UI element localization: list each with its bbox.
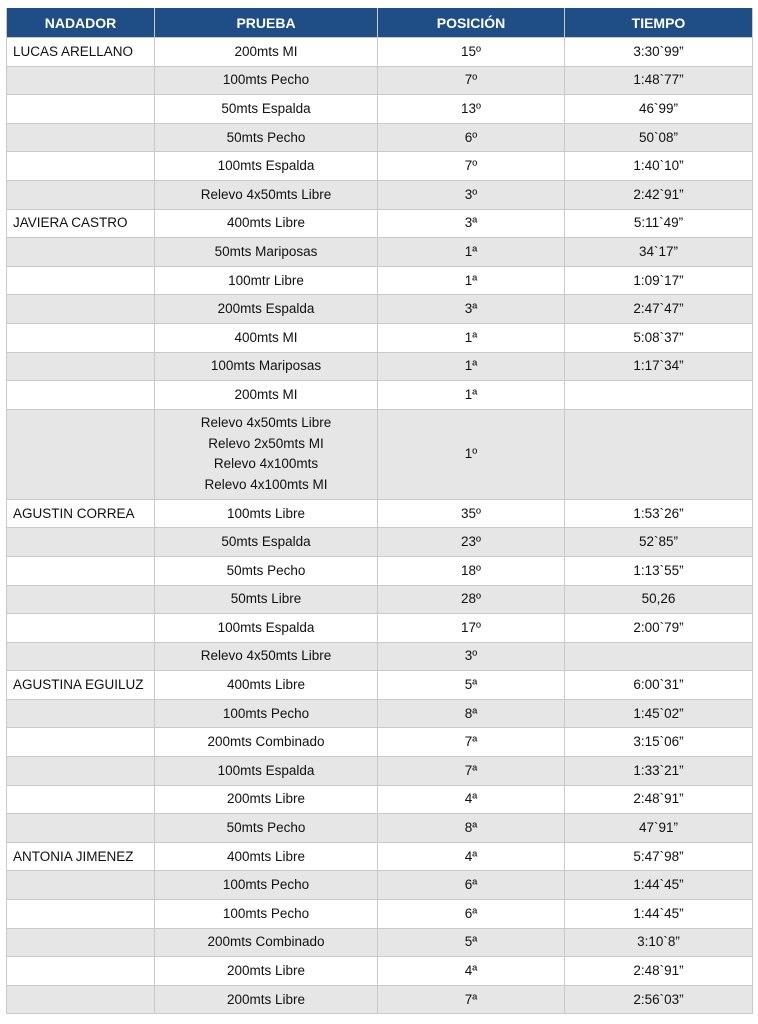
cell-tiempo: 1:53`26” bbox=[565, 499, 753, 528]
cell-nadador: LUCAS ARELLANO bbox=[7, 38, 155, 67]
column-header-nadador: NADADOR bbox=[7, 8, 155, 38]
table-row bbox=[7, 614, 753, 643]
table-row bbox=[7, 180, 753, 209]
cell-posicion: 4ª bbox=[378, 842, 565, 871]
cell-posicion: 4ª bbox=[378, 785, 565, 814]
cell-tiempo: 5:11`49” bbox=[565, 209, 753, 238]
table-row bbox=[7, 123, 753, 152]
table-row bbox=[7, 352, 753, 381]
cell-prueba: 200mts MI bbox=[155, 38, 378, 67]
prueba-line: Relevo 4x100mts bbox=[213, 456, 319, 472]
cell-posicion: 7º bbox=[378, 66, 565, 95]
cell-nadador bbox=[7, 352, 155, 381]
table-row bbox=[7, 66, 753, 95]
results-table bbox=[6, 8, 753, 1014]
column-header-posicion: POSICIÓN bbox=[378, 8, 565, 38]
cell-prueba: 100mts Espalda bbox=[155, 614, 378, 643]
cell-posicion: 35º bbox=[378, 499, 565, 528]
cell-prueba: 400mts Libre bbox=[155, 209, 378, 238]
cell-prueba: 200mts Espalda bbox=[155, 295, 378, 324]
cell-nadador bbox=[7, 814, 155, 843]
cell-tiempo: 2:56`03” bbox=[565, 985, 753, 1014]
cell-tiempo: 50`08” bbox=[565, 123, 753, 152]
cell-nadador bbox=[7, 871, 155, 900]
table-row bbox=[7, 381, 753, 410]
cell-posicion: 1ª bbox=[378, 381, 565, 410]
table-row bbox=[7, 757, 753, 786]
cell-prueba bbox=[155, 409, 378, 499]
cell-prueba: 200mts Combinado bbox=[155, 728, 378, 757]
cell-tiempo: 2:47`47” bbox=[565, 295, 753, 324]
cell-posicion: 13º bbox=[378, 95, 565, 124]
cell-nadador bbox=[7, 238, 155, 267]
table-row bbox=[7, 699, 753, 728]
cell-prueba: 400mts Libre bbox=[155, 671, 378, 700]
table-header bbox=[7, 8, 753, 38]
cell-posicion: 6ª bbox=[378, 871, 565, 900]
cell-tiempo: 1:33`21” bbox=[565, 757, 753, 786]
cell-tiempo: 52`85” bbox=[565, 528, 753, 557]
results-table-container bbox=[6, 8, 752, 1014]
table-row bbox=[7, 95, 753, 124]
cell-prueba: 50mts Espalda bbox=[155, 95, 378, 124]
cell-posicion: 5ª bbox=[378, 928, 565, 957]
column-header-tiempo: TIEMPO bbox=[565, 8, 753, 38]
cell-posicion: 23º bbox=[378, 528, 565, 557]
cell-nadador bbox=[7, 556, 155, 585]
cell-posicion: 3ª bbox=[378, 295, 565, 324]
cell-tiempo: 34`17” bbox=[565, 238, 753, 267]
cell-tiempo: 2:48`91” bbox=[565, 785, 753, 814]
table-row bbox=[7, 323, 753, 352]
cell-nadador bbox=[7, 266, 155, 295]
cell-nadador bbox=[7, 381, 155, 410]
cell-prueba: 50mts Pecho bbox=[155, 556, 378, 585]
cell-nadador bbox=[7, 728, 155, 757]
cell-posicion: 17º bbox=[378, 614, 565, 643]
cell-tiempo bbox=[565, 642, 753, 671]
table-row bbox=[7, 842, 753, 871]
cell-prueba: 200mts Libre bbox=[155, 957, 378, 986]
cell-prueba: 50mts Mariposas bbox=[155, 238, 378, 267]
cell-prueba: 100mts Libre bbox=[155, 499, 378, 528]
prueba-line: Relevo 4x50mts Libre bbox=[200, 415, 332, 431]
cell-prueba: 400mts Libre bbox=[155, 842, 378, 871]
cell-tiempo: 1:17`34” bbox=[565, 352, 753, 381]
cell-tiempo: 1:45`02” bbox=[565, 699, 753, 728]
cell-tiempo: 50,26 bbox=[565, 585, 753, 614]
table-row bbox=[7, 266, 753, 295]
column-header-prueba: PRUEBA bbox=[155, 8, 378, 38]
cell-nadador: AGUSTIN CORREA bbox=[7, 499, 155, 528]
cell-nadador bbox=[7, 123, 155, 152]
cell-prueba: 200mts MI bbox=[155, 381, 378, 410]
cell-posicion: 1ª bbox=[378, 238, 565, 267]
prueba-line: Relevo 2x50mts MI bbox=[208, 435, 324, 451]
cell-nadador bbox=[7, 585, 155, 614]
cell-posicion: 3º bbox=[378, 642, 565, 671]
cell-tiempo: 1:44`45” bbox=[565, 900, 753, 929]
table-row bbox=[7, 152, 753, 181]
table-row bbox=[7, 295, 753, 324]
cell-tiempo: 46`99” bbox=[565, 95, 753, 124]
cell-tiempo: 1:48`77” bbox=[565, 66, 753, 95]
cell-posicion: 28º bbox=[378, 585, 565, 614]
cell-prueba: 100mts Pecho bbox=[155, 900, 378, 929]
cell-posicion: 4ª bbox=[378, 957, 565, 986]
cell-prueba: Relevo 4x50mts Libre bbox=[155, 642, 378, 671]
cell-prueba: Relevo 4x50mts Libre bbox=[155, 180, 378, 209]
cell-prueba: 50mts Pecho bbox=[155, 814, 378, 843]
cell-nadador bbox=[7, 152, 155, 181]
cell-tiempo: 5:47`98” bbox=[565, 842, 753, 871]
cell-tiempo: 5:08`37” bbox=[565, 323, 753, 352]
cell-posicion: 15º bbox=[378, 38, 565, 67]
table-row bbox=[7, 671, 753, 700]
cell-posicion: 7º bbox=[378, 152, 565, 181]
cell-posicion: 1ª bbox=[378, 352, 565, 381]
table-row bbox=[7, 528, 753, 557]
table-row bbox=[7, 209, 753, 238]
cell-nadador bbox=[7, 66, 155, 95]
cell-prueba: 100mts Pecho bbox=[155, 699, 378, 728]
cell-posicion: 5ª bbox=[378, 671, 565, 700]
cell-tiempo: 1:13`55” bbox=[565, 556, 753, 585]
cell-tiempo bbox=[565, 381, 753, 410]
cell-tiempo: 1:40`10” bbox=[565, 152, 753, 181]
cell-posicion: 1º bbox=[378, 409, 565, 499]
cell-nadador bbox=[7, 928, 155, 957]
table-body bbox=[7, 38, 753, 1014]
cell-nadador bbox=[7, 614, 155, 643]
cell-prueba: 100mts Pecho bbox=[155, 66, 378, 95]
table-row bbox=[7, 409, 753, 499]
cell-prueba: 200mts Combinado bbox=[155, 928, 378, 957]
cell-prueba: 200mts Libre bbox=[155, 985, 378, 1014]
cell-posicion: 3º bbox=[378, 180, 565, 209]
table-row bbox=[7, 38, 753, 67]
cell-prueba: 400mts MI bbox=[155, 323, 378, 352]
cell-tiempo: 2:00`79” bbox=[565, 614, 753, 643]
cell-prueba: 100mts Espalda bbox=[155, 757, 378, 786]
cell-posicion: 7ª bbox=[378, 728, 565, 757]
cell-nadador: ANTONIA JIMENEZ bbox=[7, 842, 155, 871]
cell-prueba: 100mtr Libre bbox=[155, 266, 378, 295]
table-row bbox=[7, 871, 753, 900]
cell-nadador bbox=[7, 528, 155, 557]
cell-posicion: 8ª bbox=[378, 699, 565, 728]
cell-posicion: 7ª bbox=[378, 985, 565, 1014]
cell-nadador bbox=[7, 900, 155, 929]
table-row bbox=[7, 900, 753, 929]
table-row bbox=[7, 814, 753, 843]
table-row bbox=[7, 499, 753, 528]
table-row bbox=[7, 985, 753, 1014]
cell-nadador: JAVIERA CASTRO bbox=[7, 209, 155, 238]
cell-posicion: 8ª bbox=[378, 814, 565, 843]
cell-prueba: 100mts Mariposas bbox=[155, 352, 378, 381]
cell-nadador bbox=[7, 985, 155, 1014]
table-row bbox=[7, 642, 753, 671]
cell-posicion: 3ª bbox=[378, 209, 565, 238]
header-row bbox=[7, 8, 753, 38]
cell-prueba: 50mts Libre bbox=[155, 585, 378, 614]
cell-nadador bbox=[7, 785, 155, 814]
cell-posicion: 1ª bbox=[378, 323, 565, 352]
table-row bbox=[7, 556, 753, 585]
cell-posicion: 1ª bbox=[378, 266, 565, 295]
table-row bbox=[7, 928, 753, 957]
cell-nadador bbox=[7, 323, 155, 352]
cell-nadador bbox=[7, 957, 155, 986]
cell-tiempo: 1:09`17” bbox=[565, 266, 753, 295]
cell-tiempo: 3:30`99” bbox=[565, 38, 753, 67]
cell-posicion: 6ª bbox=[378, 900, 565, 929]
cell-tiempo: 47`91” bbox=[565, 814, 753, 843]
cell-nadador bbox=[7, 699, 155, 728]
cell-prueba: 100mts Pecho bbox=[155, 871, 378, 900]
cell-prueba: 100mts Espalda bbox=[155, 152, 378, 181]
prueba-line: Relevo 4x100mts MI bbox=[204, 476, 328, 492]
cell-nadador bbox=[7, 95, 155, 124]
cell-tiempo: 3:10`8” bbox=[565, 928, 753, 957]
cell-posicion: 7ª bbox=[378, 757, 565, 786]
table-row bbox=[7, 728, 753, 757]
cell-posicion: 18º bbox=[378, 556, 565, 585]
cell-nadador bbox=[7, 295, 155, 324]
cell-tiempo: 3:15`06” bbox=[565, 728, 753, 757]
cell-nadador bbox=[7, 180, 155, 209]
cell-nadador: AGUSTINA EGUILUZ bbox=[7, 671, 155, 700]
cell-tiempo bbox=[565, 409, 753, 499]
cell-prueba: 50mts Espalda bbox=[155, 528, 378, 557]
table-row bbox=[7, 785, 753, 814]
cell-prueba: 50mts Pecho bbox=[155, 123, 378, 152]
cell-tiempo: 2:48`91” bbox=[565, 957, 753, 986]
table-row bbox=[7, 238, 753, 267]
cell-nadador bbox=[7, 409, 155, 499]
cell-tiempo: 2:42`91” bbox=[565, 180, 753, 209]
cell-tiempo: 1:44`45” bbox=[565, 871, 753, 900]
cell-nadador bbox=[7, 757, 155, 786]
table-row bbox=[7, 957, 753, 986]
cell-prueba: 200mts Libre bbox=[155, 785, 378, 814]
cell-nadador bbox=[7, 642, 155, 671]
cell-tiempo: 6:00`31” bbox=[565, 671, 753, 700]
cell-posicion: 6º bbox=[378, 123, 565, 152]
table-row bbox=[7, 585, 753, 614]
